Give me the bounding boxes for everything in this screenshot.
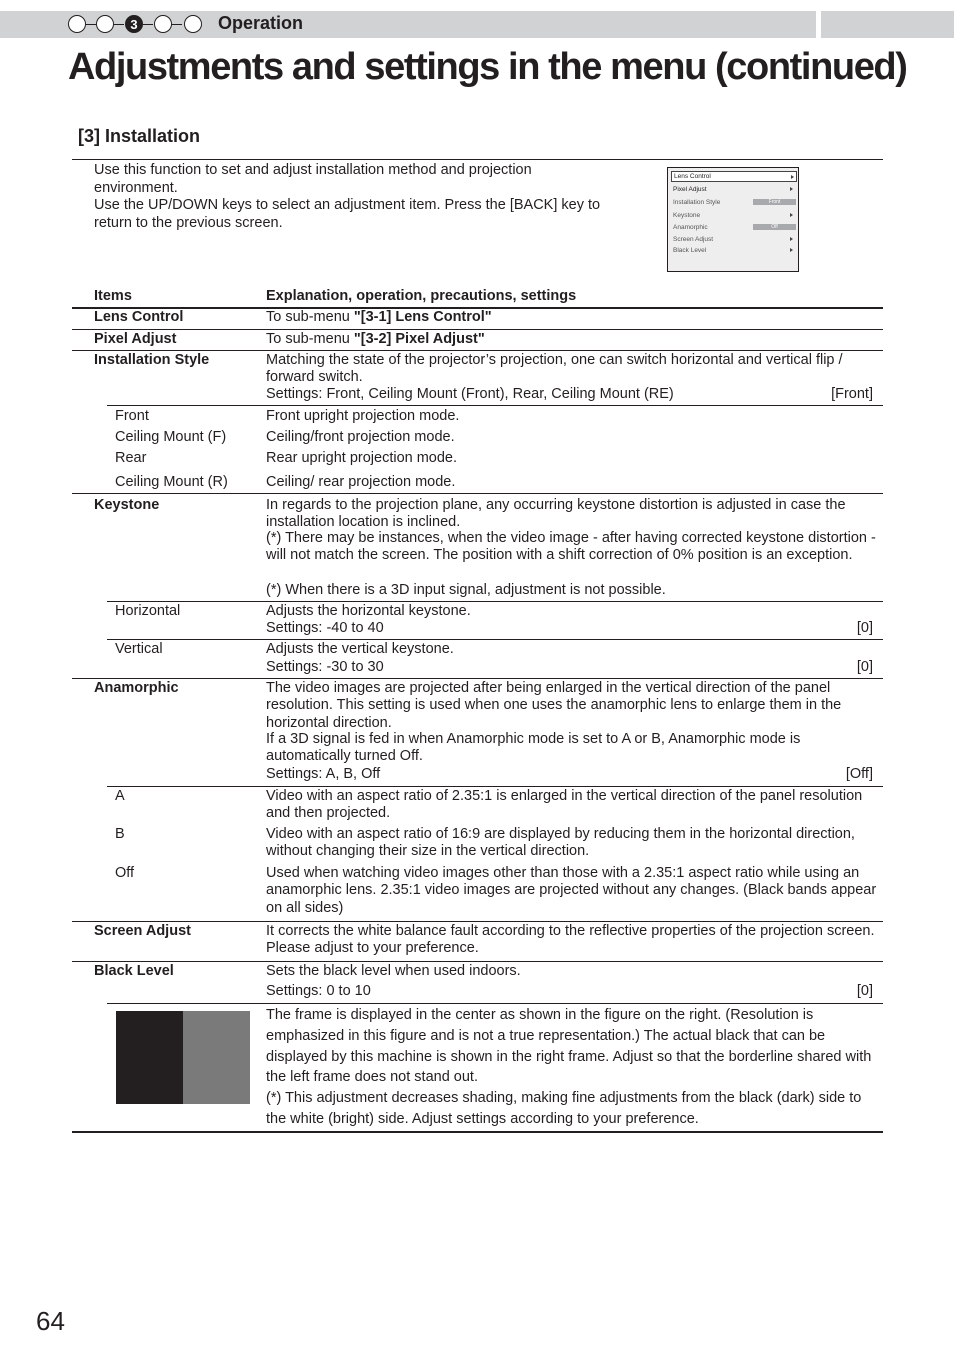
row-rule bbox=[72, 921, 883, 922]
row-rule bbox=[72, 961, 883, 962]
chapter-dot-5 bbox=[184, 15, 202, 33]
menu-row-screen-adjust bbox=[671, 234, 795, 245]
column-header-items: Items bbox=[94, 288, 132, 304]
keystone-horizontal-settings: Settings: -40 to 40 bbox=[266, 620, 384, 636]
menu-row-value: Off bbox=[753, 224, 796, 230]
anamorphic-option-off-desc: Used when watching video images other than those with a 2.35:1 aspect ratio while using an anamorphic lens. 2.35:1 video images are projected without any changes. (Black bands appear on all sides) bbox=[266, 865, 877, 916]
chapter-link bbox=[143, 24, 153, 25]
anamorphic-option-off: Off bbox=[115, 865, 135, 881]
keystone-desc-3: (*) When there is a 3D input signal, adjustment is not possible. bbox=[266, 582, 666, 598]
intro-line-1: Use this function to set and adjust installation method and projection environment. bbox=[94, 162, 532, 196]
menu-row-pixel-adjust bbox=[671, 184, 795, 195]
black-level-settings: Settings: 0 to 10 bbox=[266, 983, 371, 999]
option-rear-desc: Rear upright projection mode. bbox=[266, 450, 458, 466]
chapter-dot-1 bbox=[68, 15, 86, 33]
sub-row-rule bbox=[107, 601, 883, 602]
anamorphic-option-a: A bbox=[115, 788, 125, 804]
row-rule bbox=[72, 493, 883, 494]
black-frame-left bbox=[116, 1011, 183, 1104]
anamorphic-option-a-desc: Video with an aspect ratio of 2.35:1 is enlarged in the vertical direction of the panel resolution and then projected. bbox=[266, 788, 863, 822]
installation-style-default: [Front] bbox=[831, 386, 873, 402]
chapter-dot-4 bbox=[154, 15, 172, 33]
item-black-level: Black Level bbox=[94, 963, 174, 979]
sub-heading: [3] Installation bbox=[78, 126, 201, 146]
menu-row-installation-style bbox=[671, 197, 795, 208]
option-front-desc: Front upright projection mode. bbox=[266, 408, 460, 424]
option-ceiling-rear: Ceiling Mount (R) bbox=[115, 474, 228, 490]
anamorphic-settings: Settings: A, B, Off bbox=[266, 766, 381, 782]
option-front: Front bbox=[115, 408, 149, 424]
row-rule bbox=[72, 678, 883, 679]
menu-row-keystone bbox=[671, 210, 795, 221]
sub-row-rule bbox=[107, 639, 883, 640]
column-header-explanation: Explanation, operation, precautions, settings bbox=[266, 288, 577, 304]
chapter-link bbox=[114, 24, 124, 25]
keystone-desc-1: In regards to the projection plane, any occurring keystone distortion is adjusted in case the installation location is inclined. bbox=[266, 497, 846, 531]
chapter-dot-2 bbox=[96, 15, 114, 33]
keystone-horizontal: Horizontal bbox=[115, 603, 181, 619]
lens-control-desc bbox=[266, 309, 492, 326]
intro-text bbox=[94, 162, 604, 232]
sub-row-rule bbox=[107, 1003, 883, 1004]
menu-row-label: Pixel Adjust bbox=[673, 186, 707, 193]
anamorphic-desc-1: The video images are projected after being enlarged in the vertical direction of the panel resolution. This setting is used when one uses the anamorphic lens to enlarge them in the horizontal direction. bbox=[266, 680, 842, 731]
pixel-adjust-prefix: To sub-menu bbox=[266, 331, 354, 347]
pixel-adjust-desc bbox=[266, 331, 485, 348]
keystone-desc-2: (*) There may be instances, when the video image - after having corrected keystone distortion - will not match the screen. The position with a shift correction of 0% position is an exception. bbox=[266, 530, 876, 564]
arrow-right-icon bbox=[790, 248, 793, 252]
menu-row-label: Anamorphic bbox=[673, 224, 708, 231]
chapter-link bbox=[172, 24, 182, 25]
item-anamorphic: Anamorphic bbox=[94, 680, 179, 696]
menu-row-lens-control bbox=[671, 171, 797, 182]
black-level-note: (*) This adjustment decreases shading, making fine adjustments from the black (dark) side to the white (bright) side. Adjust settings according to your preference. bbox=[266, 1090, 862, 1127]
intro-line-2: Use the UP/DOWN keys to select an adjustment item. Press the [BACK] key to return to the previous screen. bbox=[94, 197, 601, 231]
option-ceiling-rear-desc: Ceiling/ rear projection mode. bbox=[266, 474, 456, 490]
black-frame-right bbox=[183, 1011, 250, 1104]
anamorphic-default: [Off] bbox=[845, 766, 873, 782]
row-rule bbox=[72, 350, 883, 351]
lens-control-link: "[3-1] Lens Control" bbox=[353, 309, 492, 325]
section-rule bbox=[72, 159, 883, 160]
chapter-link bbox=[86, 24, 96, 25]
arrow-right-icon bbox=[790, 237, 793, 241]
option-rear: Rear bbox=[115, 450, 147, 466]
keystone-vertical: Vertical bbox=[115, 641, 163, 657]
item-keystone: Keystone bbox=[94, 497, 160, 513]
black-level-default: [0] bbox=[856, 983, 873, 999]
sub-row-rule bbox=[107, 786, 883, 787]
menu-row-label: Keystone bbox=[673, 212, 701, 219]
keystone-vertical-settings: Settings: -30 to 30 bbox=[266, 659, 384, 675]
item-lens-control: Lens Control bbox=[94, 309, 184, 325]
keystone-vertical-desc: Adjusts the vertical keystone. bbox=[266, 641, 454, 657]
black-level-figure-text: The frame is displayed in the center as shown in the figure on the right. (Resolution is emphasized in this figure and is not a true representation.) The actual black that can be displayed by this machine is shown in the right frame. Adjust so that the borderline shared with the left frame does not stand out. bbox=[266, 1007, 872, 1086]
screen-adjust-desc: It corrects the white balance fault according to the reflective properties of the projection screen. Please adjust to your preference. bbox=[266, 923, 875, 957]
page-title: Adjustments and settings in the menu (continued) bbox=[68, 46, 907, 88]
menu-row-black-level bbox=[671, 245, 795, 256]
chapter-dot-current: 3 bbox=[125, 15, 143, 33]
menu-row-label: Lens Control bbox=[674, 173, 711, 180]
sub-row-rule bbox=[107, 405, 883, 406]
menu-row-label: Black Level bbox=[673, 247, 707, 254]
arrow-right-icon bbox=[791, 175, 794, 179]
arrow-right-icon bbox=[790, 213, 793, 217]
table-bottom-rule bbox=[72, 1131, 883, 1133]
menu-row-label: Screen Adjust bbox=[673, 236, 714, 243]
anamorphic-option-b: B bbox=[115, 826, 125, 842]
option-ceiling-front: Ceiling Mount (F) bbox=[115, 429, 227, 445]
black-level-desc: Sets the black level when used indoors. bbox=[266, 963, 521, 979]
keystone-horizontal-desc: Adjusts the horizontal keystone. bbox=[266, 603, 471, 619]
page-number: 64 bbox=[36, 1306, 65, 1336]
installation-style-desc: Matching the state of the projector’s projection, one can switch horizontal and vertical flip / forward switch. bbox=[266, 352, 843, 386]
menu-row-value: Front bbox=[753, 199, 796, 205]
menu-row-anamorphic bbox=[671, 222, 795, 233]
anamorphic-desc-2: If a 3D signal is fed in when Anamorphic mode is set to A or B, Anamorphic mode is automatically turned Off. bbox=[266, 731, 801, 765]
arrow-right-icon bbox=[790, 187, 793, 191]
item-screen-adjust: Screen Adjust bbox=[94, 923, 191, 939]
row-rule bbox=[72, 329, 883, 330]
option-ceiling-front-desc: Ceiling/front projection mode. bbox=[266, 429, 455, 445]
lens-control-prefix: To sub-menu bbox=[266, 309, 354, 325]
black-level-figure bbox=[116, 1011, 250, 1104]
item-installation-style: Installation Style bbox=[94, 352, 210, 368]
anamorphic-option-b-desc: Video with an aspect ratio of 16:9 are displayed by reducing them in the horizontal direction, without changing their size in the vertical direction. bbox=[266, 826, 855, 860]
keystone-vertical-default: [0] bbox=[856, 659, 873, 675]
pixel-adjust-link: "[3-2] Pixel Adjust" bbox=[353, 331, 485, 347]
installation-style-settings: Settings: Front, Ceiling Mount (Front), Rear, Ceiling Mount (RE) bbox=[266, 386, 674, 402]
header-bar-gap bbox=[816, 11, 821, 38]
item-pixel-adjust: Pixel Adjust bbox=[94, 331, 177, 347]
section-label: Operation bbox=[218, 13, 304, 33]
menu-screen-illustration bbox=[667, 167, 799, 272]
menu-row-label: Installation Style bbox=[673, 199, 721, 206]
keystone-horizontal-default: [0] bbox=[856, 620, 873, 636]
